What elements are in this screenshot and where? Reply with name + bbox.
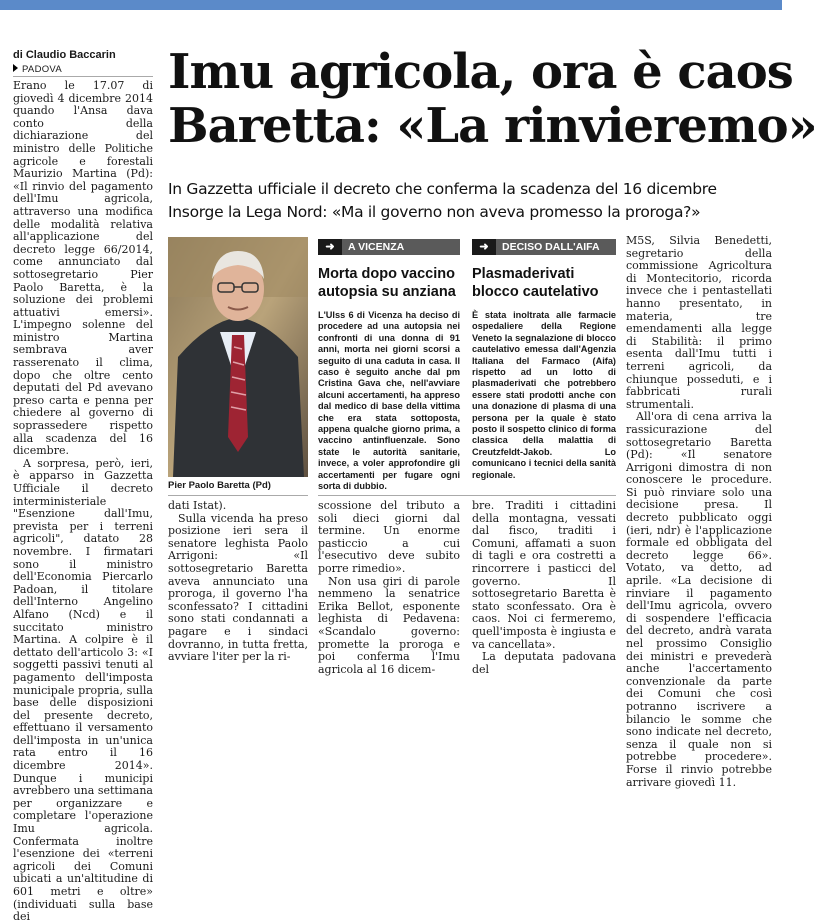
article-column-5 [626, 234, 772, 789]
paragraph: M5S, Silvia Benedetti, segretario della commissione Agricoltura di Montecitorio, ricorda invece che i pentastellati hanno presentato, in materia, tre emendamenti alla legge di Stabilità: il primo esenta dall'Imu tutti i terreni agricoli, da chiunque posseduti, e i fabbricati rurali strumentali. [626, 234, 772, 411]
caption-divider [168, 495, 308, 496]
box-aifa-headline-2: blocco cautelativo [472, 284, 599, 300]
box-vicenza-text: L'Ulss 6 di Vicenza ha deciso di procedere ad una autopsia nei confronti di una donna di 91 anni, morta nei giorni scorsi a seguito di una caduta in casa. Il caso è seguito anche dal pm Cristina Gava che, nell'avviare alcuni accertamenti, ha appreso dal medico di base della vittima che era stata sottoposta, appena qualche giorno prima, a vaccino antinfluenzale. Sono state le autorità sanitarie, invece, a voler approfondire gli accertamenti per fugare ogni sorta di dubbio. [318, 310, 460, 492]
tag-aifa-label: DECISO DALL'AIFA [502, 241, 600, 253]
location-label [13, 64, 62, 75]
photo-baretta [168, 237, 308, 477]
paragraph: La deputata padovana del [472, 650, 616, 676]
box-vicenza-headline-2: autopsia su anziana [318, 284, 456, 300]
arrow-right-icon: ➜ [318, 239, 342, 255]
paragraph: dati Istat). [168, 499, 227, 512]
paragraph: Non usa giri di parole nemmeno la senatrice Erika Bellot, esponente leghista di Pedavena: «Scandalo governo: promette la proroga e poi conferma l'Imu agricola al 16 dicem- [318, 574, 460, 676]
location-text: PADOVA [22, 64, 62, 75]
subheadline-line-1: In Gazzetta ufficiale il decreto che conferma la scadenza del 16 dicembre [168, 180, 717, 198]
box-vicenza-headline-1: Morta dopo vaccino [318, 266, 455, 282]
location-marker-icon [13, 64, 18, 72]
tag-vicenza [318, 239, 460, 255]
article-column-3 [318, 499, 460, 676]
top-color-bar [0, 0, 782, 10]
photo-caption: Pier Paolo Baretta (Pd) [168, 480, 271, 491]
paragraph: Sulla vicenda ha preso posizione ieri sera il senatore leghista Paolo Arrigoni: «Il sottosegretario Baretta aveva annunciato una proroga, il governo l'ha sconfessato? I cittadini sono stati condannati a pagare e i sindaci dovranno, in tutta fretta, avviare l'iter per la ri- [168, 511, 308, 664]
headline-line-2: Baretta: «La rinvieremo» [168, 98, 817, 154]
byline: di Claudio Baccarin [13, 49, 116, 61]
article-column-4 [472, 499, 616, 676]
subheadline-line-2: Insorge la Lega Nord: «Ma il governo non aveva promesso la proroga?» [168, 203, 701, 221]
tag-aifa [472, 239, 616, 255]
headline-line-1: Imu agricola, ora è caos [168, 44, 793, 100]
article-column-1 [13, 79, 153, 924]
paragraph: Erano le 17.07 di giovedì 4 dicembre 2014 quando l'Ansa dava conto della dichiarazione del ministro delle Politiche agricole e forestali Maurizio Martina (Pd): «Il rinvio del pagamento dell'Imu agricola, attraverso una modifica delle modalità relativa all'applicazione del decreto legge 66/2014, come annunciato dal sottosegretario Pier Paolo Baretta, è la soluzione dei problemi attuativi emersi». L'impegno solenne del ministro Martina sembrava aver rasserenato il clima, dopo che oltre cento deputati del Pd avevano preso carta e penna per chiedere al governo di soprassedere rispetto alla scadenza del 16 dicembre. [13, 79, 153, 458]
paragraph: bre. Traditi i cittadini della montagna, vessati dal fisco, traditi i Comuni, affamati a suon di tagli e ora costretti a rincorrere i pasticci del governo. Il sottosegretario Baretta è stato sconfessato. Ora è caos. Noi ci fermeremo, quell'imposta è ingiusta e va cancellata». [472, 499, 616, 651]
box-aifa-text: È stata inoltrata alle farmacie ospedaliere della Regione Veneto la segnalazione di blocco cautelativo emessa dall'Agenzia Italiana del Farmaco (Aifa) rispetto ad un lotto di plasmaderivati che potrebbero essere stati prodotti anche con una donazione di plasma di una persona per la quale è stato posto il sospetto clinico di forma classica della malattia di Creutzfeldt-Jakob. Lo comunicano i tecnici della sanità regionale. [472, 310, 616, 480]
paragraph: A sorpresa, però, ieri, è apparso in Gazzetta Ufficiale il decreto interministeriale "Esenzione dall'Imu, prevista per i terreni agricoli", datato 28 novembre. I firmatari sono il ministro dell'Economia Piercarlo Padoan, il titolare dell'Interno Angelino Alfano (Ncd) e il succitato ministro Martina. A colpire è il dettato dell'articolo 3: «I soggetti passivi tenuti al pagamento dell'imposta municipale propria, sulla base delle disposizioni del presente decreto, effettuano il versamento dell'imposta in un'unica rata entro il 16 dicembre 2014». Dunque i municipi avrebbero una settimana per organizzare e completare l'operazione Imu agricola. Confermata inoltre l'esenzione dei «terreni agricoli dei Comuni ubicati a un'altitudine di 601 metri e oltre» (individuati sulla base dei [13, 456, 153, 924]
arrow-right-icon: ➜ [472, 239, 496, 255]
portrait-image [168, 237, 308, 477]
article-column-2 [168, 499, 308, 664]
byline-divider [13, 76, 153, 77]
boxes-divider [318, 495, 616, 496]
paragraph: scossione del tributo a soli dieci giorni dal termine. Un enorme pasticcio a cui l'esecutivo deve subito porre rimedio». [318, 499, 460, 575]
box-aifa-headline-1: Plasmaderivati [472, 266, 575, 282]
tag-vicenza-label: A VICENZA [348, 241, 405, 253]
paragraph: All'ora di cena arriva la rassicurazione del sottosegretario Baretta (Pd): «Il senatore Arrigoni dimostra di non conoscere le procedure. Si può rinviare solo una decisione presa. Il decreto pubblicato oggi (ieri, ndr) è l'applicazione formale ed obbligata del decreto legge 66». Votato, va detto, ad aprile. «La decisione di rinviare il pagamento dell'Imu agricola, ovvero di sospendere l'efficacia del decreto, andrà varata nel prossimo Consiglio dei ministri e prevederà anche l'accertamento convenzionale da parte dei Comuni che così potranno iscrivere a bilancio le somme che sono indicate nel decreto, senza il quale non si potrebbe procedere». Forse il rinvio potrebbe arrivare giovedì 11. [626, 410, 772, 789]
